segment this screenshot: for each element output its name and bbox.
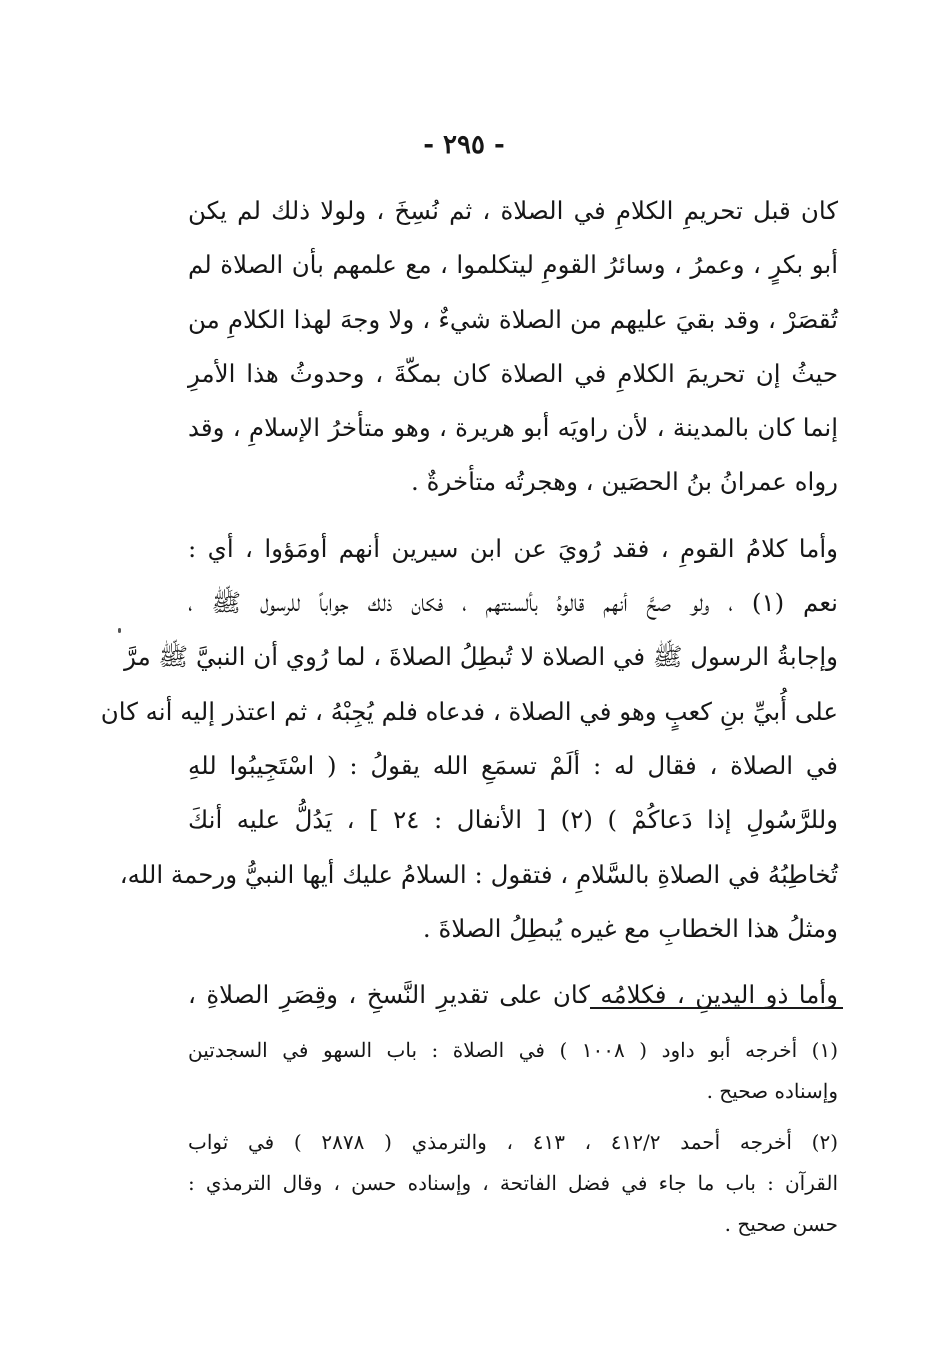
text-line: كان قبل تحريمِ الكلامِ في الصلاة ، ثم نُسِخَ ، ولولا ذلك لم يكن [188, 196, 838, 225]
footnote-2 [188, 1122, 838, 1245]
text-line: ومثلُ هذا الخطابِ مع غيره يُبطِلُ الصلاةَ . [422, 913, 838, 943]
text-line: في الصلاة ، فقال له : ألَمْ تسمَعِ الله يقولُ : ( اسْتَجِيبُوا للهِ [188, 750, 838, 780]
paragraph [188, 968, 838, 1022]
paragraph-gap [188, 956, 838, 968]
footnote-line: وإسناده صحيح . [706, 1079, 838, 1103]
paragraph [188, 184, 838, 510]
text-line: وأما ذو اليدينِ ، فكلامُه كان على تقديرِ النَّسخِ ، وقِصَرِ الصلاةِ ، [188, 980, 838, 1010]
main-text [100, 184, 839, 1022]
footnote-line: (١) أخرجه أبو داود ( ١٠٠٨ ) في الصلاة : باب السهو في السجدتين [188, 1038, 839, 1062]
footnote-divider [590, 1007, 843, 1009]
paragraph [100, 522, 839, 956]
text-line: رواه عمرانُ بنُ الحصَين ، وهجرتُه متأخرةٌ . [411, 467, 838, 497]
text-line: وإجابةُ الرسول ﷺ في الصلاة لا تُبطِلُ الصلاةَ ، لما رُوي أن النبيَّ ﷺ مرَّ [124, 642, 838, 672]
footnote-line: القرآن : باب ما جاء في فضل الفاتحة ، وإسناده حسن ، وقال الترمذي : [188, 1171, 838, 1195]
footnote-line: حسن صحيح . [724, 1212, 838, 1236]
text-line: وللرَّسُولِ إذا دَعاكُمْ ) (٢) [ الأنفال : ٢٤ ] ، يَدُلُّ عليه أنكَ [188, 805, 839, 835]
footnotes [188, 1030, 838, 1245]
text-line: إنما كان بالمدينة ، لأن راويَه أبو هريرة ، وهو متأخرُ الإسلامِ ، وقد [188, 413, 838, 443]
text-line: على أُبيِّ بنِ كعبٍ وهو في الصلاة ، فدعاه فلم يُجِبْهُ ، ثم اعتذر إليه أنه كان [100, 696, 838, 726]
text-line: أبو بكرٍ ، وعمرُ ، وسائرُ القومِ ليتكلموا ، مع علمهم بأن الصلاة لم [188, 250, 838, 280]
footnote-gap [188, 1112, 838, 1122]
text-line: وأما كلامُ القومِ ، فقد رُويَ عن ابن سيرين أنهم أومَؤوا ، أي : [188, 533, 838, 563]
text-line: تُخاطِبُهُ في الصلاةِ بالسَّلامِ ، فتقول : السلامُ عليك أيها النبيُّ ورحمة الله، [119, 859, 838, 889]
page-number: - ٢٩٥ - [423, 130, 505, 160]
footnote-1 [188, 1030, 838, 1112]
text-line: تُقصَرْ ، وقد بقيَ عليهم من الصلاة شيءٌ ، ولا وجهَ لهذا الكلامِ من [188, 304, 838, 334]
paragraph-gap [188, 510, 838, 522]
footnote-line: (٢) أخرجه أحمد ٤١٢/٢ ، ٤١٣ ، والترمذي ( ٢٨٧٨ ) في ثواب [188, 1130, 839, 1154]
text-line: حيثُ إن تحريمَ الكلامِ في الصلاة كان بمكّةَ ، وحدوثُ هذا الأمرِ [188, 358, 838, 388]
text-line: نعم (١) ، ولو صحَّ أنهم قالوهُ بألسنتهم ، فكان ذلك جواباً للرسول ﷺ ، [188, 588, 839, 618]
scan-speck [118, 628, 121, 633]
